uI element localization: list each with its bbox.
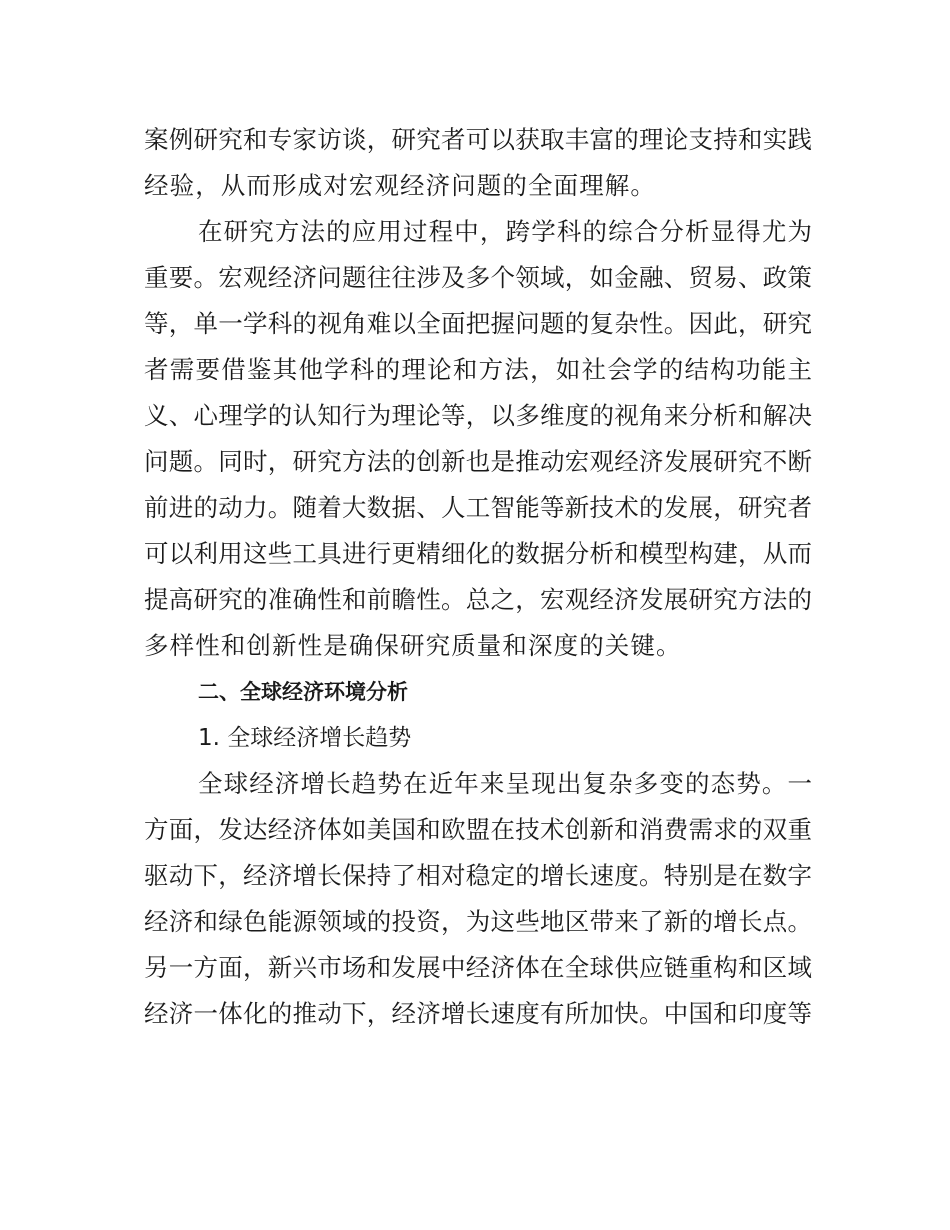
paragraph-1-line-1: 案例研究和专家访谈，研究者可以获取丰富的理论支持和实践 bbox=[144, 125, 812, 154]
paragraph-1-line-2: 经验，从而形成对宏观经济问题的全面理解。 bbox=[144, 171, 656, 200]
paragraph-2-line-10: 多样性和创新性是确保研究质量和深度的关键。 bbox=[144, 631, 682, 660]
paragraph-2-line-8: 可以利用这些工具进行更精细化的数据分析和模型构建，从而 bbox=[144, 539, 812, 568]
paragraph-3-line-3: 驱动下，经济增长保持了相对稳定的增长速度。特别是在数字 bbox=[144, 861, 812, 890]
paragraph-2-line-4: 者需要借鉴其他学科的理论和方法，如社会学的结构功能主 bbox=[144, 355, 812, 384]
paragraph-2-line-5: 义、心理学的认知行为理论等，以多维度的视角来分析和解决 bbox=[144, 401, 812, 430]
paragraph-2-line-3: 等，单一学科的视角难以全面把握问题的复杂性。因此，研究 bbox=[144, 309, 812, 338]
paragraph-2-line-7: 前进的动力。随着大数据、人工智能等新技术的发展，研究者 bbox=[144, 493, 812, 522]
paragraph-2-line-2: 重要。宏观经济问题往往涉及多个领域，如金融、贸易、政策 bbox=[144, 263, 812, 292]
subsection-heading: 1. 全球经济增长趋势 bbox=[198, 725, 412, 751]
paragraph-2-line-6: 问题。同时，研究方法的创新也是推动宏观经济发展研究不断 bbox=[144, 447, 812, 476]
paragraph-3-line-6: 经济一体化的推动下，经济增长速度有所加快。中国和印度等 bbox=[144, 999, 812, 1028]
paragraph-3-line-2: 方面，发达经济体如美国和欧盟在技术创新和消费需求的双重 bbox=[144, 815, 812, 844]
paragraph-2-line-9: 提高研究的准确性和前瞻性。总之，宏观经济发展研究方法的 bbox=[144, 585, 812, 614]
paragraph-3-line-5: 另一方面，新兴市场和发展中经济体在全球供应链重构和区域 bbox=[144, 953, 812, 982]
paragraph-3-line-4: 经济和绿色能源领域的投资，为这些地区带来了新的增长点。 bbox=[144, 907, 812, 936]
section-heading: 二、全球经济环境分析 bbox=[198, 680, 408, 704]
paragraph-2-line-1: 在研究方法的应用过程中，跨学科的综合分析显得尤为 bbox=[198, 217, 812, 246]
paragraph-3-line-1: 全球经济增长趋势在近年来呈现出复杂多变的态势。一 bbox=[198, 769, 812, 798]
